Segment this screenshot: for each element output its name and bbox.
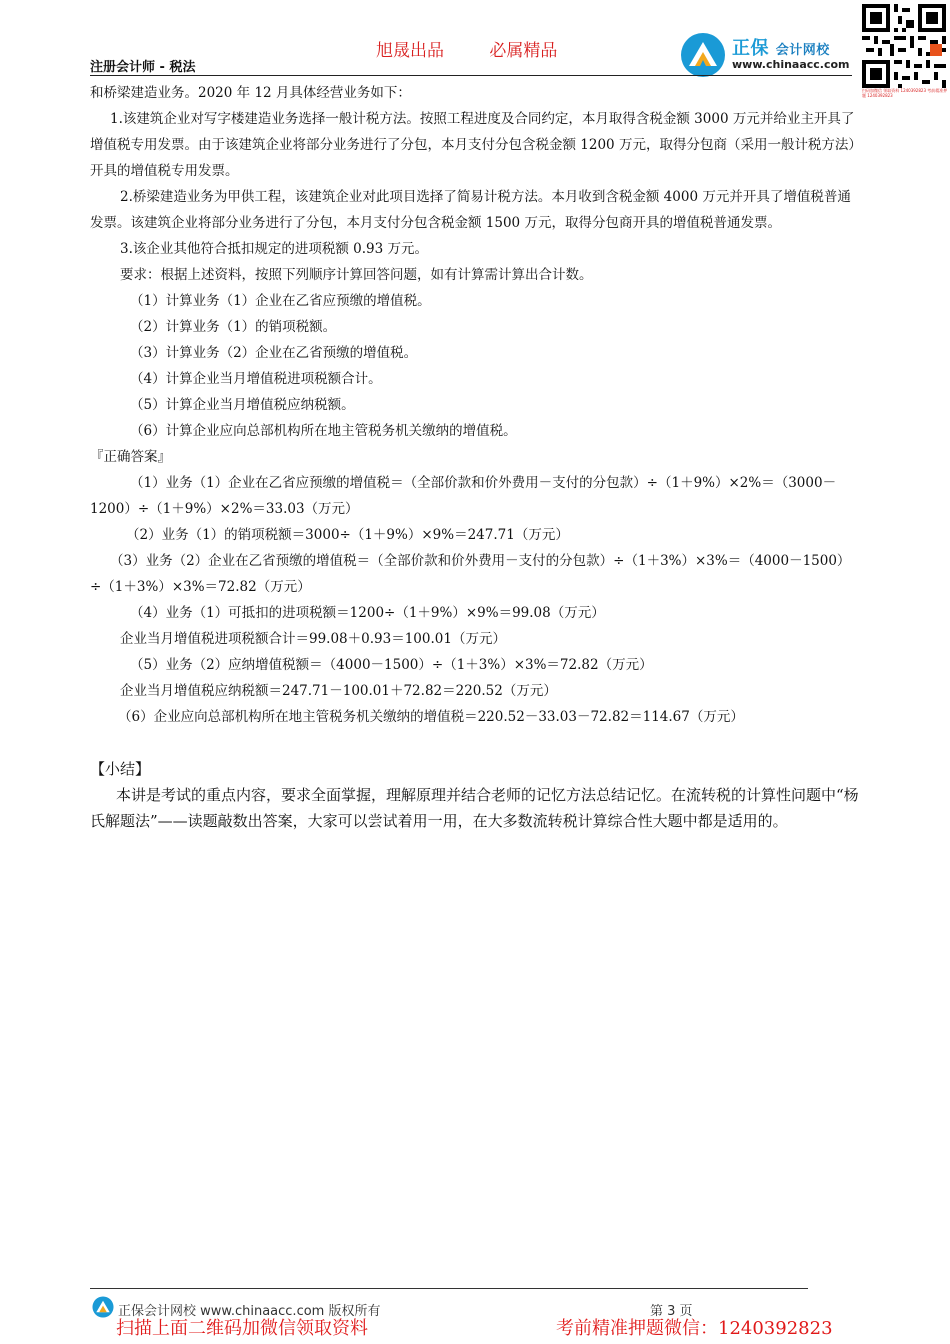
question-item: （5）计算企业当月增值税应纳税额。 [130, 397, 355, 413]
logo-text-sub: 会计网校 [775, 43, 830, 58]
answer-item: （6）企业应向总部机构所在地主管税务机关缴纳的增值税＝220.52－33.03－72.82＝114.67（万元） [118, 709, 744, 725]
body-line: 1.该建筑企业对写字楼建造业务选择一般计税方法。按照工程进度及合同约定，本月取得含税金额 3000 万元并给业主开具了增值税专用发票。由于该建筑企业将部分业务进行了分包，本月支付分包含税金额 1200 万元，取得分包商（采用一般计税方法）开具的增值税专用发票。 [90, 111, 856, 179]
footer-promo-left: 扫描上面二维码加微信领取资料 [116, 1318, 368, 1339]
brand-slogans [376, 36, 557, 61]
answer-item: 企业当月增值税进项税额合计＝99.08＋0.93＝100.01（万元） [120, 631, 506, 647]
brand-slogan-left: 旭晟出品 [376, 41, 444, 61]
brand-slogan-right: 必属精品 [489, 41, 558, 61]
body-line: 2.桥梁建造业务为甲供工程，该建筑企业对此项目选择了简易计税方法。本月收到含税金额 4000 万元并开具了增值税普通发票。该建筑企业将部分业务进行了分包，本月支付分包含税金额 1500 万元，取得分包商开具的增值税普通发票。 [90, 189, 851, 231]
chinaacc-logo [680, 30, 858, 78]
footer-logo-icon [92, 1296, 114, 1318]
answer-title: 『正确答案』 [90, 449, 171, 465]
answer-item: （5）业务（2）应纳增值税额＝（4000－1500）÷（1＋3%）×3%＝72.82（万元） [130, 657, 653, 673]
body-line: 和桥梁建造业务。2020 年 12 月具体经营业务如下： [90, 85, 411, 101]
footer-copyright: 正保会计网校 www.chinaacc.com 版权所有 [118, 1304, 381, 1319]
footer-page-number: 第 3 页 [650, 1304, 693, 1319]
page-header-title: 注册会计师 - 税法 [90, 60, 196, 75]
qr-code-icon [862, 4, 946, 88]
footer-divider [90, 1288, 808, 1289]
question-item: （2）计算业务（1）的销项税额。 [130, 319, 337, 335]
logo-text [732, 34, 830, 60]
question-item: （1）计算业务（1）企业在乙省应预缴的增值税。 [130, 293, 431, 309]
logo-text-main: 正保 [732, 38, 769, 59]
question-item: （3）计算业务（2）企业在乙省预缴的增值税。 [130, 345, 418, 361]
logo-url: www.chinaacc.com [732, 58, 850, 71]
chinaacc-logo-icon [680, 32, 726, 78]
answer-item: （2）业务（1）的销项税额＝3000÷（1＋9%）×9%＝247.71（万元） [126, 527, 569, 543]
document-body [90, 80, 860, 834]
answer-item: （4）业务（1）可抵扣的进项税额＝1200÷（1＋9%）×9%＝99.08（万元） [130, 605, 605, 621]
answer-item: （1）业务（1）企业在乙省应预缴的增值税＝（全部价款和价外费用－支付的分包款）÷（1＋9%）×2%＝（3000－1200）÷（1＋9%）×2%＝33.03（万元） [90, 475, 837, 517]
summary-text: 本讲是考试的重点内容，要求全面掌握，理解原理并结合老师的记忆方法总结记忆。在流转税的计算性问题中“杨氏解题法”——读题敲数出答案，大家可以尝试着用一用，在大多数流转税计算综合性大题中都是适用的。 [90, 786, 859, 830]
body-line: 要求：根据上述资料，按照下列顺序计算回答问题，如有计算需计算出合计数。 [120, 267, 593, 283]
qr-note: 扫码加微信 领取资料 1240392823 考前精准押题 1240392823 [862, 88, 948, 98]
body-line: 3.该企业其他符合抵扣规定的进项税额 0.93 万元。 [120, 241, 429, 257]
header-divider [90, 75, 852, 76]
question-item: （4）计算企业当月增值税进项税额合计。 [130, 371, 382, 387]
summary-title: 【小结】 [90, 760, 151, 778]
answer-item: （3）业务（2）企业在乙省预缴的增值税＝（全部价款和价外费用－支付的分包款）÷（1＋3%）×3%＝（4000－1500）÷（1＋3%）×3%＝72.82（万元） [90, 553, 851, 595]
question-item: （6）计算企业应向总部机构所在地主管税务机关缴纳的增值税。 [130, 423, 517, 439]
answer-item: 企业当月增值税应纳税额＝247.71－100.01＋72.82＝220.52（万元） [120, 683, 557, 699]
footer-promo-right: 考前精准押题微信：1240392823 [556, 1318, 833, 1339]
